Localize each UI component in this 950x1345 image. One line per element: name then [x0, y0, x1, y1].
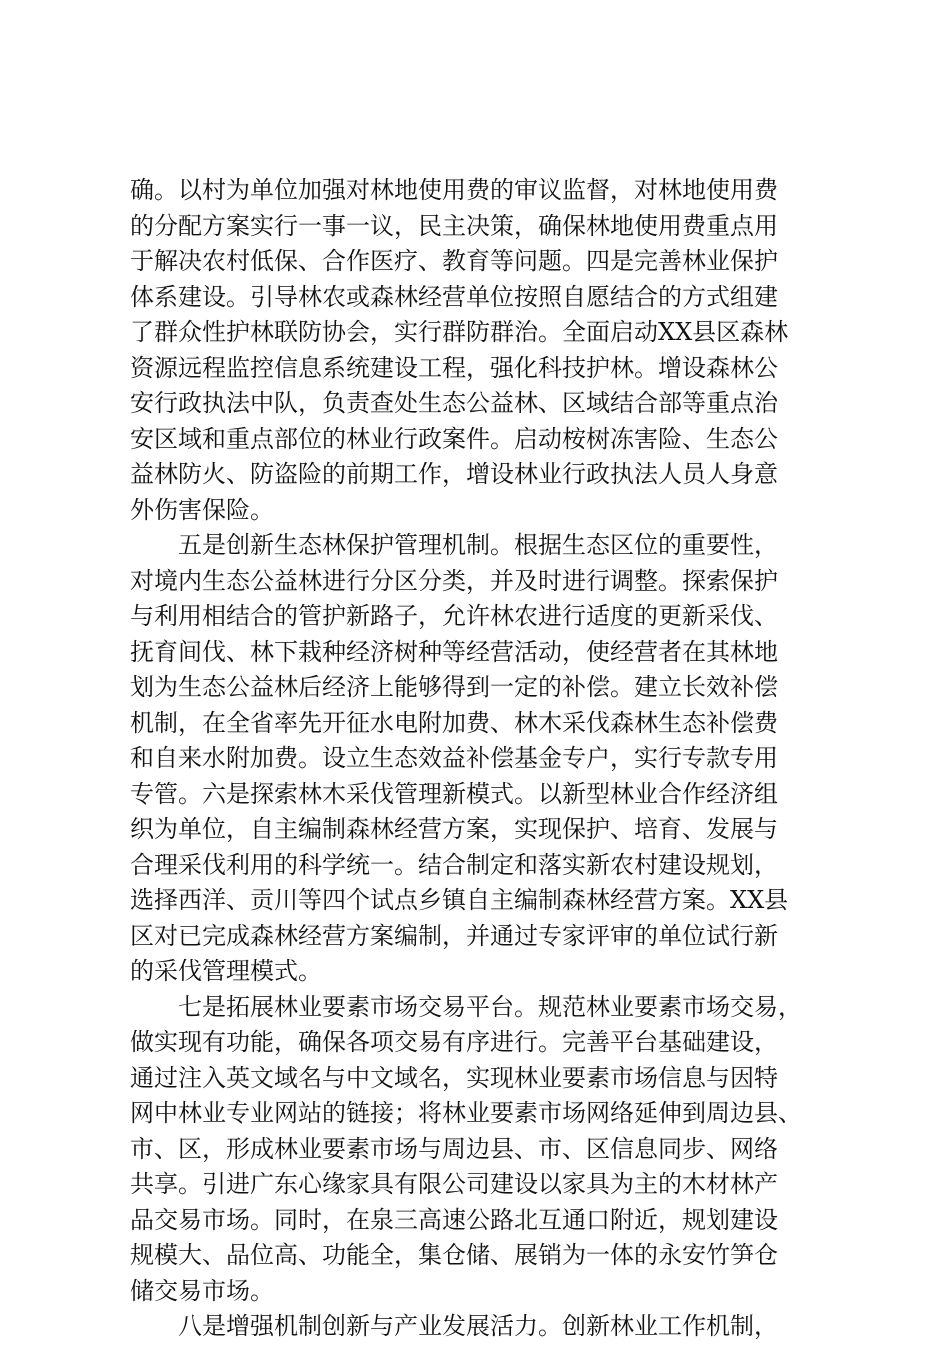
text-line: 的分配方案实行一事一议，民主决策，确保林地使用费重点用 [130, 211, 778, 240]
text-line: 资源远程监控信息系统建设工程，强化科技护林。增设森林公 [130, 353, 778, 382]
text-line: 储交易市场。 [130, 1276, 274, 1305]
text-line: 安行政执法中队，负责查处生态公益林、区域结合部等重点治 [130, 389, 778, 417]
text-line: 抚育间伐、林下栽种经济树种等经营活动，使经营者在其林地 [130, 637, 778, 666]
text-line: 机制，在全省率先开征水电附加费、林木采伐森林生态补偿费 [130, 708, 778, 737]
text-line: 品交易市场。同时，在泉三高速公路北互通口附近，规划建设 [130, 1205, 778, 1234]
text-line: 五是创新生态林保护管理机制。根据生态区位的重要性， [178, 531, 778, 559]
text-line: 规模大、品位高、功能全，集仓储、展销为一体的永安竹笋仓 [130, 1241, 778, 1269]
text-line: 织为单位，自主编制森林经营方案，实现保护、培育、发展与 [130, 815, 778, 843]
text-line: 专管。六是探索林木采伐管理新模式。以新型林业合作经济组 [130, 779, 778, 808]
text-line: 选择西洋、贡川等四个试点乡镇自主编制森林经营方案。XX县 [130, 886, 789, 914]
text-line: 合理采伐利用的科学统一。结合制定和落实新农村建设规划， [130, 850, 778, 879]
text-line: 与利用相结合的管护新路子，允许林农进行适度的更新采伐、 [130, 602, 778, 630]
text-line: 和自来水附加费。设立生态效益补偿基金专户，实行专款专用 [130, 744, 778, 772]
text-line: 七是拓展林业要素市场交易平台。规范林业要素市场交易， [178, 992, 802, 1021]
text-line: 八是增强机制创新与产业发展活力。创新林业工作机制， [178, 1312, 778, 1340]
text-line: 安区域和重点部位的林业行政案件。启动桉树冻害险、生态公 [130, 424, 778, 453]
text-line: 网中林业专业网站的链接；将林业要素市场网络延伸到周边县、 [130, 1099, 802, 1127]
text-line: 通过注入英文域名与中文域名，实现林业要素市场信息与因特 [130, 1063, 778, 1092]
text-line: 益林防火、防盗险的前期工作，增设林业行政执法人员人身意 [130, 460, 778, 488]
text-line: 了群众性护林联防协会，实行群防群治。全面启动XX县区森林 [130, 318, 789, 346]
document-body [130, 173, 830, 1345]
text-line: 划为生态公益林后经济上能够得到一定的补偿。建立长效补偿 [130, 673, 778, 701]
text-line: 共享。引进广东心缘家具有限公司建设以家具为主的木材林产 [130, 1170, 778, 1198]
text-line: 市、区，形成林业要素市场与周边县、市、区信息同步、网络 [130, 1134, 778, 1163]
text-line: 的采伐管理模式。 [130, 957, 322, 985]
text-line: 做实现有功能，确保各项交易有序进行。完善平台基础建设， [130, 1028, 778, 1056]
text-line: 于解决农村低保、合作医疗、教育等问题。四是完善林业保护 [130, 247, 778, 275]
text-line: 外伤害保险。 [130, 495, 274, 524]
text-line: 确。以村为单位加强对林地使用费的审议监督，对林地使用费 [130, 176, 778, 204]
text-line: 体系建设。引导林农或森林经营单位按照自愿结合的方式组建 [130, 282, 778, 311]
text-line: 区对已完成森林经营方案编制，并通过专家评审的单位试行新 [130, 921, 778, 950]
text-line: 对境内生态公益林进行分区分类，并及时进行调整。探索保护 [130, 566, 778, 595]
